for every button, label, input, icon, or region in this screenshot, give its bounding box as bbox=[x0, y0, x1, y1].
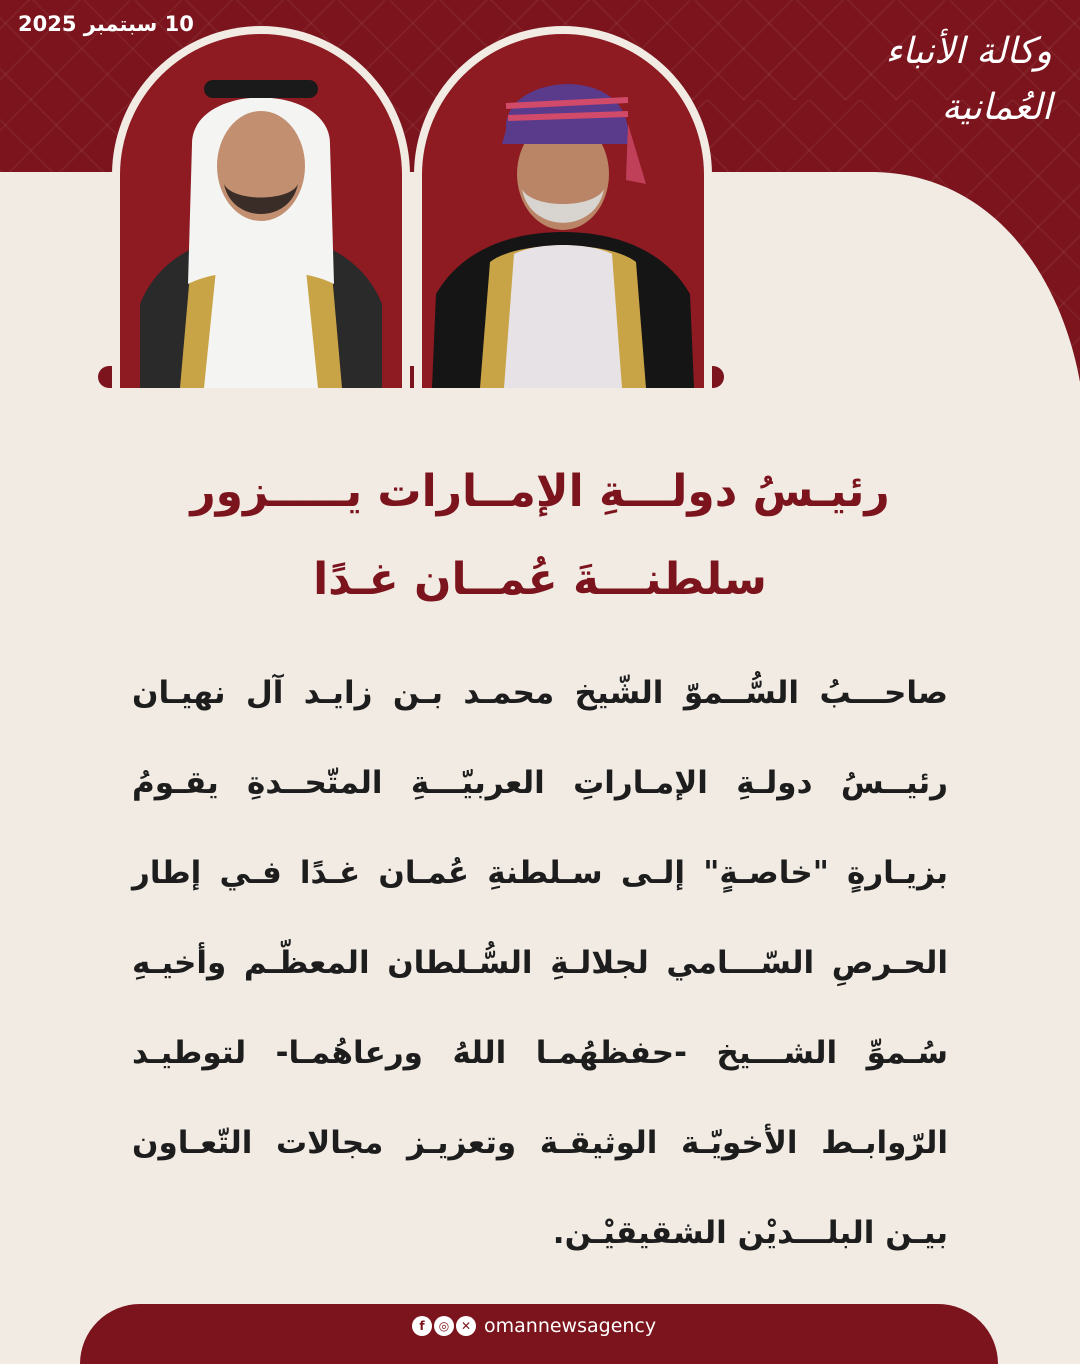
headline-line-2: سلطنـــةَ عُمــان غـدًا bbox=[313, 554, 767, 605]
headline-line-1: رئيـسُ دولـــةِ الإمــارات يـــــزور bbox=[190, 466, 890, 517]
article-body: صاحـــبُ السُّــموّ الشّيخ محمـد بـن زايـد آل نهيـان رئيــسُ دولـةِ الإمـاراتِ العربيّـــةِ المتّحــدةِ يقـومُ بزيـارةٍ "خاصـةٍ" إلـى سـلطنةِ عُمـان غـدًا فـي إطار الحـرصِ السّـــامي لجلالـةِ السُّـلطان المعظّـم وأخيـهِ سُـموِّ الشـــيخ -حفظهُمـا اللهُ ورعاهُمـا- لتوطيـد الرّوابـط الأخويّـة الوثيقـة وتعزيـز مجالات التّعـاون بيـن البلـــديْن الشقيقيْـن. bbox=[132, 675, 948, 1251]
facebook-icon[interactable]: f bbox=[412, 1316, 432, 1336]
person-portrait-icon bbox=[120, 34, 402, 388]
x-icon[interactable]: ✕ bbox=[456, 1316, 476, 1336]
person-portrait-icon bbox=[422, 34, 704, 388]
social-links bbox=[412, 1315, 656, 1337]
portrait-frame-right bbox=[414, 26, 712, 388]
instagram-icon[interactable]: ◎ bbox=[434, 1316, 454, 1336]
portrait-frame-left bbox=[112, 26, 410, 388]
agency-logo: وكالة الأنباء العُمانية bbox=[885, 31, 1052, 128]
date-label: 10 سبتمبر 2025 bbox=[18, 12, 194, 36]
social-handle[interactable]: omannewsagency bbox=[484, 1315, 657, 1337]
headline bbox=[100, 448, 980, 624]
